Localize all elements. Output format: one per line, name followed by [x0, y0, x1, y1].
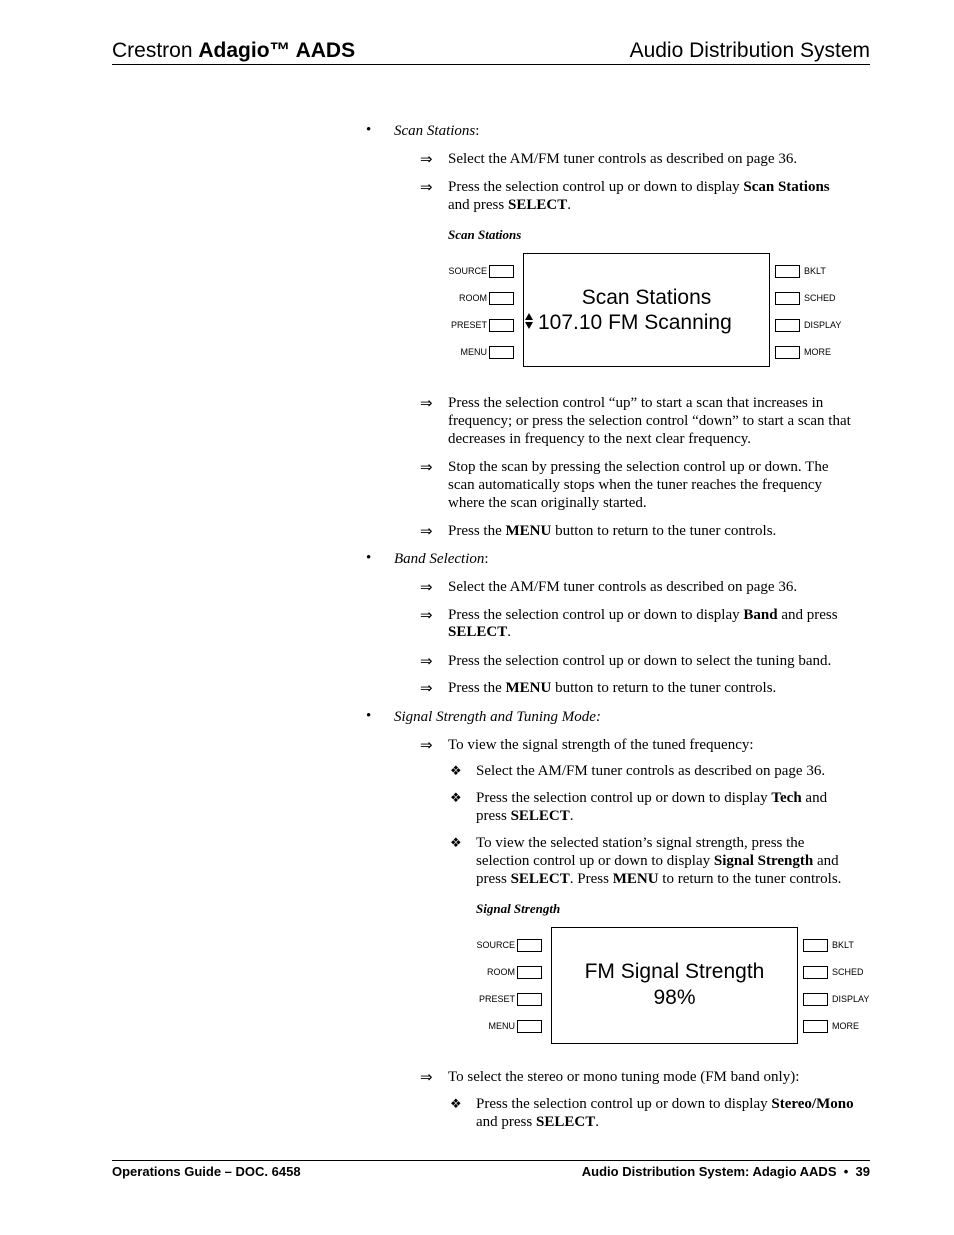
band-step-4: [448, 679, 776, 697]
arrow-icon: ⇒: [420, 681, 433, 697]
more-label: MORE: [832, 1021, 859, 1031]
text-run: and press: [448, 197, 508, 213]
page-number: 39: [855, 1164, 870, 1179]
screen-line-2: 98%: [653, 986, 696, 1009]
arrow-icon: ⇒: [420, 1070, 433, 1086]
sched-label: SCHED: [832, 967, 864, 977]
menu-button[interactable]: [517, 1020, 542, 1033]
text-run: selection control up or down to display: [476, 853, 714, 869]
text-run: press: [476, 871, 511, 887]
bold-term: Band: [743, 607, 778, 623]
sched-label: SCHED: [804, 293, 836, 303]
scan-step-2-line1: [448, 178, 830, 196]
bullet-icon: •: [366, 708, 372, 724]
figure-caption-scan: Scan Stations: [448, 227, 522, 242]
room-button[interactable]: [489, 292, 514, 305]
arrow-icon: ⇒: [420, 396, 433, 412]
signal-substep-1: Select the AM/FM tuner controls as described on page 36.: [476, 763, 826, 779]
footer-doc-title: Operations Guide – DOC. 6458: [112, 1164, 301, 1179]
signal-substep-3-line2: [476, 852, 839, 870]
bold-term: SELECT: [508, 197, 568, 213]
bold-term: MENU: [612, 871, 659, 887]
arrow-icon: ⇒: [420, 460, 433, 476]
display-button[interactable]: [775, 319, 800, 332]
room-label: ROOM: [459, 293, 487, 303]
preset-button[interactable]: [489, 319, 514, 332]
scan-colon: :: [475, 123, 480, 139]
text-run: Press the selection control up or down to display: [448, 179, 744, 195]
text-run: . Press: [569, 871, 613, 887]
scan-step-4-line2: scan automatically stops when the tuner reaches the frequency: [448, 477, 823, 493]
more-button[interactable]: [775, 346, 800, 359]
arrow-icon: ⇒: [420, 654, 433, 670]
sched-button[interactable]: [803, 966, 828, 979]
signal-step-1: To view the signal strength of the tuned frequency:: [448, 737, 754, 753]
text-run: .: [507, 624, 511, 640]
header-subtitle: Audio Distribution System: [629, 39, 870, 62]
page-footer: [112, 1160, 870, 1179]
signal-substep-4-line1: [476, 1095, 854, 1113]
diamond-bullet-icon: ❖: [450, 1096, 462, 1111]
text-run: and: [801, 790, 828, 806]
bklt-button[interactable]: [775, 265, 800, 278]
text-run: and: [813, 853, 839, 869]
scan-title: Scan Stations: [394, 123, 476, 139]
band-step-3: Press the selection control up or down to select the tuning band.: [448, 653, 832, 669]
menu-label: MENU: [488, 1021, 515, 1031]
page-header: [112, 38, 870, 65]
header-product: Adagio™ AADS: [198, 39, 356, 62]
signal-substep-2-line1: [476, 789, 827, 807]
display-button[interactable]: [803, 993, 828, 1006]
diamond-bullet-icon: ❖: [450, 763, 462, 778]
band-step-2-line1: [448, 606, 838, 624]
text-run: Press the: [448, 680, 506, 696]
header-title: [112, 39, 355, 63]
scan-step-3-line1: Press the selection control “up” to start a scan that increases in: [448, 395, 824, 411]
text-run: Press the selection control up or down to display: [476, 1096, 772, 1112]
text-run: button to return to the tuner controls.: [551, 680, 777, 696]
screen-line-1: FM Signal Strength: [584, 960, 765, 983]
bold-term: Stereo/Mono: [771, 1096, 854, 1112]
source-label: SOURCE: [476, 940, 515, 950]
display-label: DISPLAY: [832, 994, 870, 1004]
band-step-1: Select the AM/FM tuner controls as described on page 36.: [448, 579, 798, 595]
bold-term: Scan Stations: [743, 179, 830, 195]
bullet-icon: •: [366, 550, 372, 566]
bold-term: SELECT: [448, 624, 508, 640]
bold-term: SELECT: [510, 808, 570, 824]
room-label: ROOM: [487, 967, 515, 977]
signal-substep-3-line3: [476, 870, 841, 888]
text-run: to return to the tuner controls.: [658, 871, 842, 887]
figure-caption-signal: Signal Strength: [476, 901, 561, 916]
text-run: Press the selection control up or down to display: [476, 790, 772, 806]
bold-term: Tech: [771, 790, 802, 806]
preset-label: PRESET: [478, 994, 515, 1004]
band-colon: :: [484, 551, 489, 567]
source-button[interactable]: [489, 265, 514, 278]
sched-button[interactable]: [775, 292, 800, 305]
scan-step-4-line3: where the scan originally started.: [448, 495, 647, 511]
source-label: SOURCE: [448, 266, 487, 276]
text-run: and press: [777, 607, 838, 623]
bold-term: SELECT: [510, 871, 570, 887]
diamond-bullet-icon: ❖: [450, 790, 462, 805]
keypad-panel-scan: [440, 252, 840, 368]
display-label: DISPLAY: [804, 320, 842, 330]
bold-term: SELECT: [536, 1114, 596, 1130]
bullet-icon: •: [366, 122, 372, 138]
bklt-label: BKLT: [804, 266, 826, 276]
bold-term: MENU: [505, 523, 552, 539]
screen-line-1: Scan Stations: [581, 286, 712, 309]
source-button[interactable]: [517, 939, 542, 952]
arrow-icon: ⇒: [420, 580, 433, 596]
more-button[interactable]: [803, 1020, 828, 1033]
bklt-label: BKLT: [832, 940, 854, 950]
preset-label: PRESET: [450, 320, 487, 330]
menu-button[interactable]: [489, 346, 514, 359]
arrow-icon: ⇒: [420, 152, 433, 168]
text-run: .: [567, 197, 571, 213]
text-run: press: [476, 808, 511, 824]
up-down-arrows-icon: [524, 312, 534, 335]
text-run: .: [595, 1114, 599, 1130]
footer-separator: •: [843, 1164, 849, 1179]
signal-substep-3-line1: To view the selected station’s signal strength, press the: [476, 835, 805, 851]
footer-page-info: [582, 1164, 870, 1179]
scan-step-4-line1: Stop the scan by pressing the selection control up or down. The: [448, 459, 829, 475]
scan-step-1: Select the AM/FM tuner controls as described on page 36.: [448, 151, 798, 167]
scan-step-3-line3: decreases in frequency to the next clear frequency.: [448, 431, 752, 447]
footer-section: Audio Distribution System: Adagio AADS: [581, 1164, 837, 1179]
text-run: button to return to the tuner controls.: [551, 523, 777, 539]
arrow-icon: ⇒: [420, 524, 433, 540]
text-run: Press the: [448, 523, 506, 539]
text-run: and press: [476, 1114, 536, 1130]
text-run: .: [569, 808, 574, 824]
text-run: Press the selection control up or down to display: [448, 607, 744, 623]
signal-step-2: To select the stereo or mono tuning mode (FM band only):: [448, 1069, 800, 1085]
signal-strength-heading: Signal Strength and Tuning Mode:: [394, 709, 601, 725]
diamond-bullet-icon: ❖: [450, 835, 462, 850]
arrow-icon: ⇒: [420, 738, 433, 754]
bold-term: MENU: [505, 680, 552, 696]
signal-substep-2-line2: [476, 807, 574, 825]
scan-step-5: [448, 522, 776, 540]
band-selection-heading: [394, 550, 489, 568]
signal-substep-4-line2: [476, 1113, 599, 1131]
scan-stations-heading: [394, 122, 479, 140]
room-button[interactable]: [517, 966, 542, 979]
menu-label: MENU: [460, 347, 487, 357]
band-step-2-line2: [448, 623, 511, 641]
screen-line-2: 107.10 FM Scanning: [538, 311, 732, 334]
scan-step-3-line2: frequency; or press the selection control “down” to start a scan that: [448, 413, 851, 429]
arrow-icon: ⇒: [420, 608, 433, 624]
bklt-button[interactable]: [803, 939, 828, 952]
lcd-screen: [551, 927, 798, 1044]
arrow-icon: ⇒: [420, 180, 433, 196]
band-title: Band Selection: [394, 551, 485, 567]
preset-button[interactable]: [517, 993, 542, 1006]
lcd-screen: [523, 253, 770, 367]
more-label: MORE: [804, 347, 831, 357]
scan-step-2-line2: [448, 196, 571, 214]
bold-term: Signal Strength: [713, 853, 814, 869]
header-brand: Crestron: [112, 39, 199, 62]
keypad-panel-signal: [468, 926, 868, 1044]
